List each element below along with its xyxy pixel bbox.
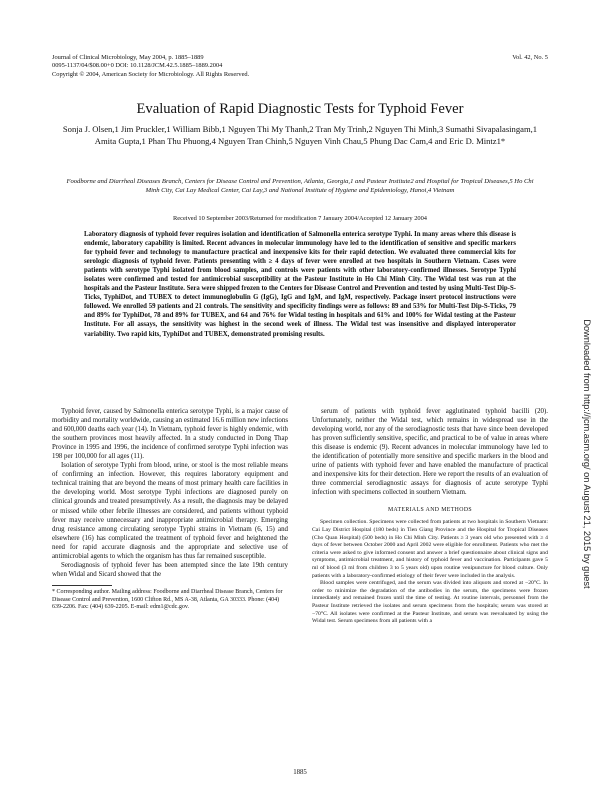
volume-label: Vol. 42, No. 5 <box>512 54 548 61</box>
intro-paragraph-4: serum of patients with typhoid fever agglutinated typhoid bacilli (20). Unfortunately, neither the Widal test, which remains in widespread use in the developing world, nor any of the serodiagnostic tests that have since been developed has proven sufficiently sensitive, specific, and practical to be of value in areas where this disease is endemic (9). Recent advances in molecular immunology have led to the identification of potentially more sensitive and specific markers in the blood and urine of patients with typhoid fever and have enabled the manufacture of practical and inexpensive kits for their detection. Here we report the results of an evaluation of three commercial serodiagnostic assays for diagnosis of acute serotype Typhi infection with specimens collected in southern Vietnam. <box>312 408 548 497</box>
corresponding-author-footnote: * Corresponding author. Mailing address: Foodborne and Diarrheal Disease Branch, Centers for Disease Control and Prevention, 1600 Clifton Rd., MS A-38, Atlanta, GA 30333. Phone: (404) 639-2206. Fax: (404) 639-2205. E-mail: edm1@cdc.gov. <box>52 588 283 611</box>
right-column <box>312 407 548 773</box>
footnote-divider <box>52 585 112 586</box>
author-list: Sonja J. Olsen,1 Jim Pruckler,1 William Bibb,1 Nguyen Thi My Thanh,2 Tran My Trinh,2 Nguyen Thi Minh,3 Sumathi Sivapalasingam,1 Amita Gupta,1 Phan Thu Phuong,4 Nguyen Tran Chinh,5 Nguyen Vinh Chau,5 Phung Dac Cam,4 and Eric D. Mintz1* <box>62 124 538 146</box>
abstract: Laboratory diagnosis of typhoid fever requires isolation and identification of Salmonella enterica serotype Typhi. In many areas where this disease is endemic, laboratory capability is limited. Recent advances in molecular immunology have led to the identification of sensitive and specific markers for typhoid fever and technology to manufacture practical and inexpensive kits for their rapid detection. We evaluated three commercial kits for serologic diagnosis of typhoid fever. Patients presenting with ≥ 4 days of fever were enrolled at two hospitals in Southern Vietnam. Cases were patients with serotype Typhi isolated from blood samples, and controls were patients with other laboratory-confirmed illnesses. Serotype Typhi isolates were confirmed and tested for antimicrobial susceptibility at the Pasteur Institute in Ho Chi Minh City. The Widal test was run at the hospitals and the Pasteur Institute. Sera were shipped frozen to the Centers for Disease Control and Prevention and tested by using Multi-Test Dip-S-Ticks, TyphiDot, and TUBEX to detect immunoglobulin G (IgG), IgG and IgM, and IgM, respectively. Package insert protocol instructions were followed. We enrolled 59 patients and 21 controls. The sensitivity and specificity findings were as follows: 89 and 53% for Multi-Test Dip-S-Ticks, 79 and 89% for TyphiDot, 78 and 89% for TUBEX, and 64 and 76% for Widal testing in hospitals and 61% and 100% for Widal testing at the Pasteur Institute. For all assays, the sensitivity was highest in the second week of illness. The Widal test was insensitive and displayed interoperator variability. Two rapid kits, TyphiDot and TUBEX, demonstrated promising results. <box>84 231 516 338</box>
paper-title: Evaluation of Rapid Diagnostic Tests for Typhoid Fever <box>136 101 464 117</box>
copyright-line: Copyright © 2004, American Society for Microbiology. All Rights Reserved. <box>52 70 250 78</box>
methods-paragraph-2: Blood samples were centrifuged, and the serum was divided into aliquots and stored at −20°C. In order to minimize the degradation of the antibodies in the serum, the specimens were frozen immediately and remained frozen until the time of testing. At routine intervals, personnel from the Pasteur Institute retrieved the isolates and serum specimens from the hospitals; serum was stored at −70°C. All isolates were confirmed at the Pasteur Institute, and serum was reevaluated by using the Widal test. Serum specimens from all patients with a <box>312 580 548 625</box>
intro-paragraph-1: Typhoid fever, caused by Salmonella enterica serotype Typhi, is a major cause of morbidity and mortality worldwide, causing an estimated 16.6 million new infections and 600,000 deaths each year (14). In Vietnam, typhoid fever is highly endemic, with the southern provinces most heavily affected. In a study conducted in Dong Thap Province in 1995 and 1996, the incidence of confirmed serotype Typhi infection was 198 per 100,000 for all ages (11). <box>52 408 288 461</box>
download-watermark[interactable] <box>578 224 596 684</box>
running-header <box>52 54 392 79</box>
received-dates: Received 10 September 2003/Returned for modification 7 January 2004/Accepted 12 January 2004 <box>173 215 427 222</box>
intro-paragraph-3: Serodiagnosis of typhoid fever has been attempted since the late 19th century when Widal and Sicard showed that the <box>52 561 288 578</box>
download-watermark-text[interactable]: Downloaded from http://jcm.asm.org/ on August 21, 2015 by guest <box>582 319 592 589</box>
methods-paragraph-1: Specimen collection. Specimens were collected from patients at two hospitals in Southern Vietnam: Cai Lay District Hospital (180 beds) in Tien Giang Province and the Hospital for Tropical Diseases (Cho Quan Hospital) (500 beds) in Ho Chi Minh City. Patients ≥ 3 years old who presented with ≥ 4 days of fever between October 2000 and April 2002 were eligible for enrollment. Patients who met the criteria were asked to give informed consent and answer a brief questionnaire about clinical signs and symptoms, antimicrobial treatment, and history of typhoid fever and vaccination. Participants gave 5 ml of blood (3 ml from children 3 to 5 years old) upon routine venipuncture for blood culture. Only patients with a laboratory-confirmed etiology of their fever were included in the analysis. <box>312 519 548 579</box>
issn-doi-line: 0095-1137/04/$08.00+0 DOI: 10.1128/JCM.42.5.1885–1889.2004 <box>52 62 223 70</box>
journal-citation: Journal of Clinical Microbiology, May 2004, p. 1885–1889 <box>52 54 204 61</box>
affiliations: Foodborne and Diarrheal Diseases Branch, Centers for Disease Control and Prevention, Atlanta, Georgia,1 and Pasteur Institute2 and Hospital for Tropical Diseases,5 Ho Chi Minh City, Cai Lay Medical Center, Cai Lay,3 and National Institute of Hygiene and Epidemiology, Hanoi,4 Vietnam <box>66 178 534 195</box>
intro-paragraph-2: Isolation of serotype Typhi from blood, urine, or stool is the most reliable means of confirming an infection. However, this requires laboratory equipment and technical training that are beyond the means of most primary health care facilities in the developing world. Most serotype Typhi infections are diagnosed purely on clinical grounds and treated presumptively. As a result, the diagnosis may be delayed or missed while other febrile illnesses are considered, and patients without typhoid fever may receive unnecessary and inappropriate antimicrobial therapy. Emerging drug resistance among circulating serotype Typhi strains in Vietnam (6, 15) and elsewhere (16) has complicated the treatment of typhoid fever and heightened the need for rapid accurate diagnosis and the appropriate and selective use of antimicrobial agents to which the organism has thus far remained susceptible. <box>52 462 288 560</box>
section-heading: MATERIALS AND METHODS <box>387 507 473 514</box>
page-number: 1885 <box>293 769 307 776</box>
left-column <box>52 407 288 773</box>
